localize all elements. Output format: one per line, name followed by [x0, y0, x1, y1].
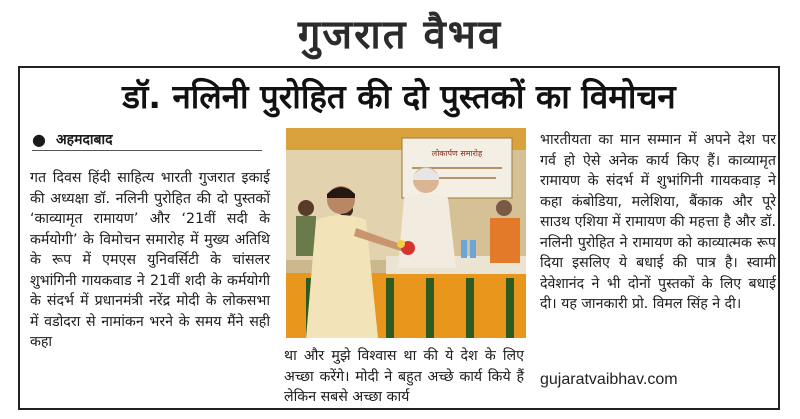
bullet-icon: ● [32, 129, 46, 149]
article-column-3: भारतीयता का मान सम्मान में अपने देश पर गर्व हो ऐसे अनेक कार्य किए हैं। काव्यामृत रामायण के संदर्भ में शुभांगिनी गायकवाड़ ने कहा कंबोडिया, मलेशिया, बैंकाक और पूरे साउथ एशिया में रामायण की महत्ता है और डॉ. नलिनी पुरोहित ने रामायण को काव्यात्मक रूप दिया इसलिए ये बधाई की पात्र है। स्वामी देवेशानंद ने भी दोनों पुस्तकों के लिए बधाई दी। यह जानकारी प्रो. विमल सिंह ने दी। [540, 132, 776, 312]
event-photo-illustration [286, 128, 526, 338]
website-link[interactable]: gujaratvaibhav.com [540, 371, 678, 388]
masthead [0, 0, 800, 64]
newspaper-title: गुजरात वैभव [297, 11, 503, 58]
article-headline: डॉ. नलिनी पुरोहित की दो पुस्तकों का विमोचन [122, 76, 676, 116]
event-photo [286, 128, 526, 338]
article-column-1: गत दिवस हिंदी साहित्य भारती गुजरात इकाई की अध्यक्षा डॉ. नलिनी पुरोहित की दो पुस्तकों ‘काव्यामृत रामायण’ और ‘21वीं सदी के कर्मयोगी’ के विमोचन समारोह में मुख्य अतिथि के रूप में एमएस युनिवर्सिटी के चांसलर शुभांगिनी गायकवाड ने 21वीं शदी के कर्मयोगी के संदर्भ में प्रधानमंत्री नरेंद्र मोदी के लोकसभा में वडोदरा से नामांकन भरने के समय मैंने सही कहा [30, 170, 270, 350]
dateline-city: अहमदाबाद [55, 131, 113, 148]
article-column-2: था और मुझे विश्वास था की ये देश के लिए अच्छा करेंगे। मोदी ने बहुत अच्छे कार्य किये हैं लेकिन सबसे अच्छा कार्य [284, 348, 524, 405]
dateline [32, 128, 262, 151]
banner-text: लोकार्पण समारोह [431, 149, 483, 158]
